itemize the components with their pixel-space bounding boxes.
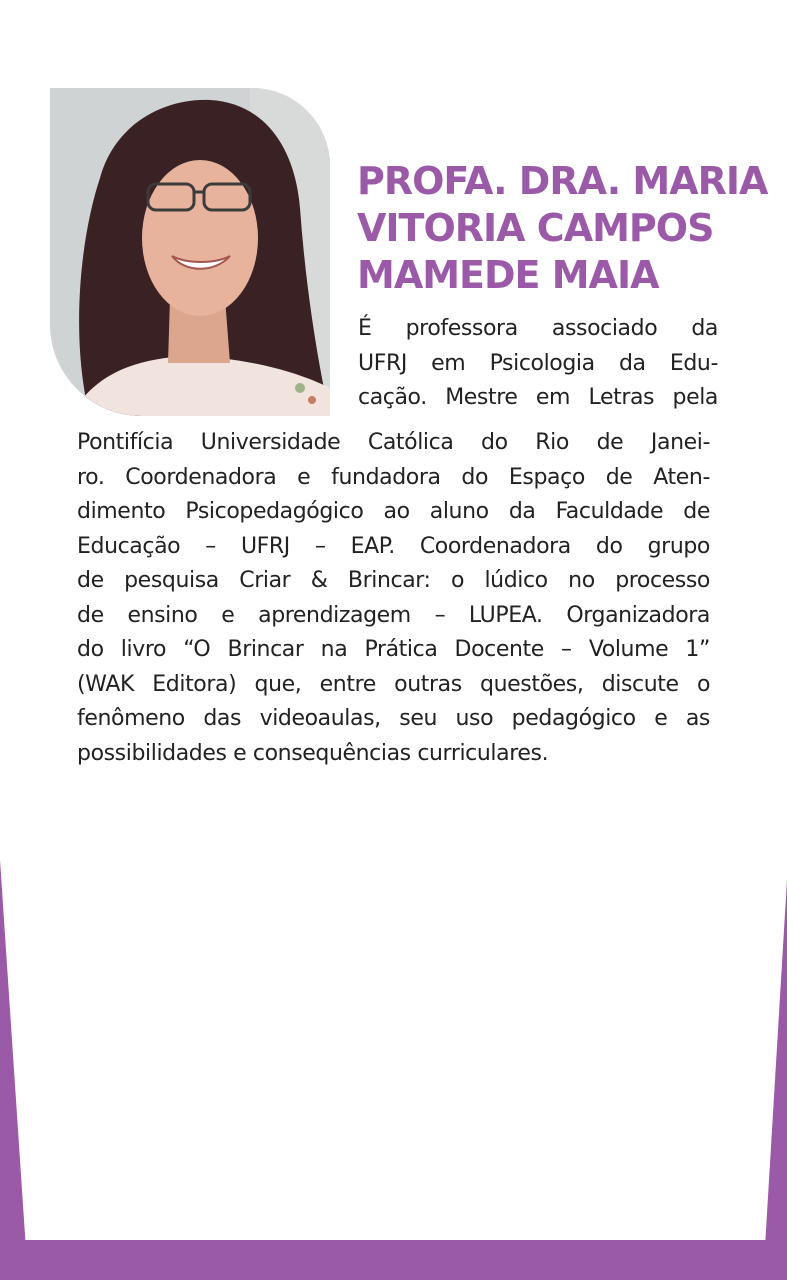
frame-bottom-band bbox=[0, 1240, 787, 1280]
profile-name bbox=[357, 158, 768, 299]
bio-full-width bbox=[77, 426, 710, 771]
bio-line: (WAK Editora) que, entre outras questões, discute o bbox=[77, 671, 710, 697]
name-line-3: MAMEDE MAIA bbox=[357, 253, 659, 297]
bio-line: É professora associado da bbox=[358, 316, 718, 341]
name-line-1: PROFA. DRA. MARIA bbox=[357, 159, 768, 203]
bio-beside-photo bbox=[358, 312, 718, 416]
name-line-2: VITORIA CAMPOS bbox=[357, 206, 714, 250]
bio-line: possibilidades e consequências curriculares. bbox=[77, 740, 549, 766]
bio-line: fenômeno das videoaulas, seu uso pedagógico e as bbox=[77, 706, 710, 731]
bio-line: do livro “O Brincar na Prática Docente – Volume 1” bbox=[77, 637, 710, 662]
frame-left-edge bbox=[0, 860, 28, 1280]
bio-line: dimento Psicopedagógico ao aluno da Faculdade de bbox=[77, 499, 710, 524]
portrait-photo bbox=[50, 88, 330, 416]
bio-line: de ensino e aprendizagem – LUPEA. Organizadora bbox=[77, 602, 710, 628]
bio-line: Educação – UFRJ – EAP. Coordenadora do grupo bbox=[77, 533, 710, 559]
bio-line: cação. Mestre em Letras pela bbox=[358, 385, 718, 410]
bio-line: de pesquisa Criar & Brincar: o lúdico no processo bbox=[77, 568, 710, 593]
bio-line: Pontifícia Universidade Católica do Rio de Janei- bbox=[77, 430, 710, 455]
frame-right-edge bbox=[763, 880, 787, 1280]
bio-line: ro. Coordenadora e fundadora do Espaço de Aten- bbox=[77, 464, 710, 490]
bio-line: UFRJ em Psicologia da Edu- bbox=[358, 350, 718, 376]
